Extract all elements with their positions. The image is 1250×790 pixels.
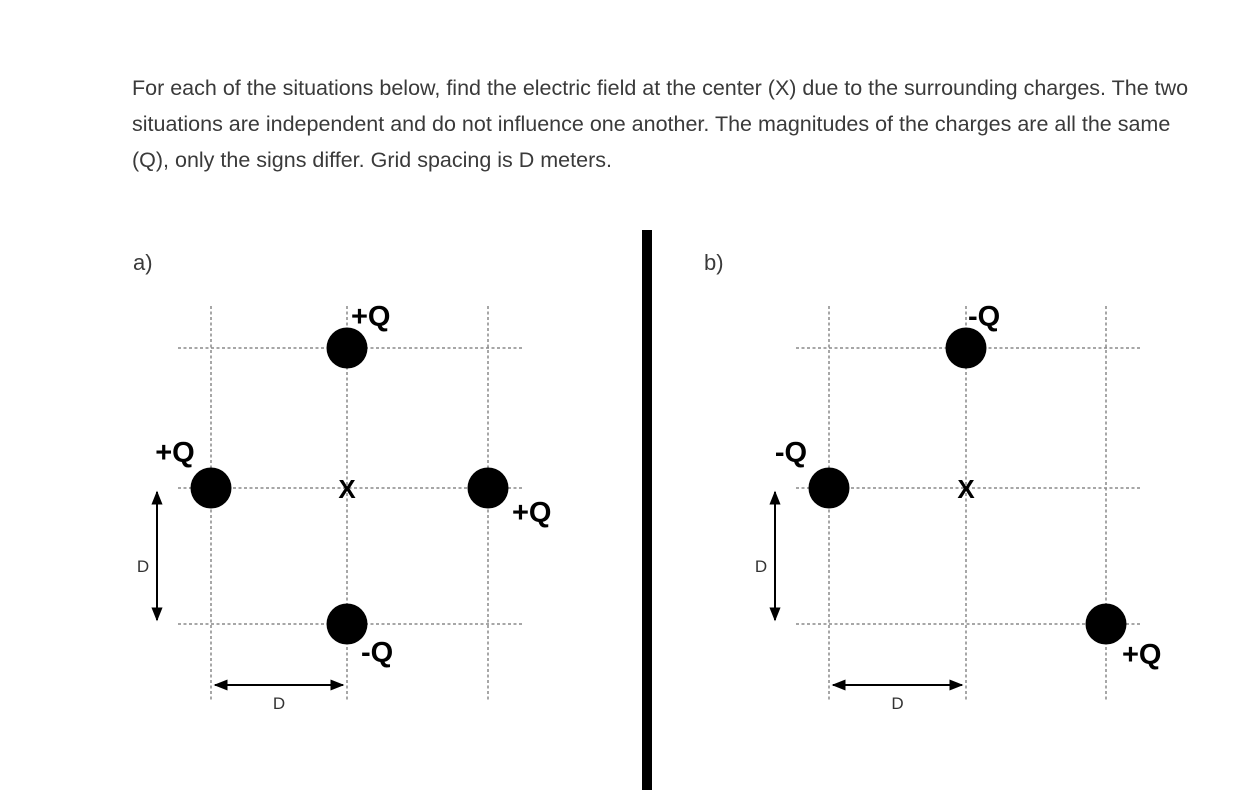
charge-label: +Q xyxy=(1122,639,1162,671)
panel-a-diagram xyxy=(137,301,552,713)
center-point-marker: X xyxy=(338,474,356,504)
charge-dot xyxy=(809,468,850,509)
horizontal-spacing-label: D xyxy=(272,694,286,713)
vertical-spacing-label: D xyxy=(754,557,768,576)
charge-dot xyxy=(191,468,232,509)
charge-label: -Q xyxy=(774,437,808,469)
charge-label: -Q xyxy=(968,301,1001,333)
charge-dot xyxy=(468,468,509,509)
charge-dot xyxy=(1086,604,1127,645)
center-point-marker: X xyxy=(957,474,975,504)
charge-label: -Q xyxy=(361,637,394,669)
panel-b-diagram xyxy=(755,301,1162,713)
vertical-spacing-label: D xyxy=(136,557,150,576)
instructions-paragraph: For each of the situations below, find the electric field at the center (X) due to the surrounding charges. The two situations are independent and do not influence one another. The magnitudes of the charges are all the same (Q), only the signs differ. Grid spacing is D meters. xyxy=(132,76,1189,172)
panel-a-label: a) xyxy=(133,250,153,275)
horizontal-spacing-label: D xyxy=(891,694,904,713)
charge-label: +Q xyxy=(351,301,391,333)
charge-label: +Q xyxy=(512,497,552,529)
charge-label: +Q xyxy=(155,437,195,469)
panel-b-label: b) xyxy=(704,250,724,275)
charge-dot xyxy=(946,328,987,369)
charge-dot xyxy=(327,328,368,369)
